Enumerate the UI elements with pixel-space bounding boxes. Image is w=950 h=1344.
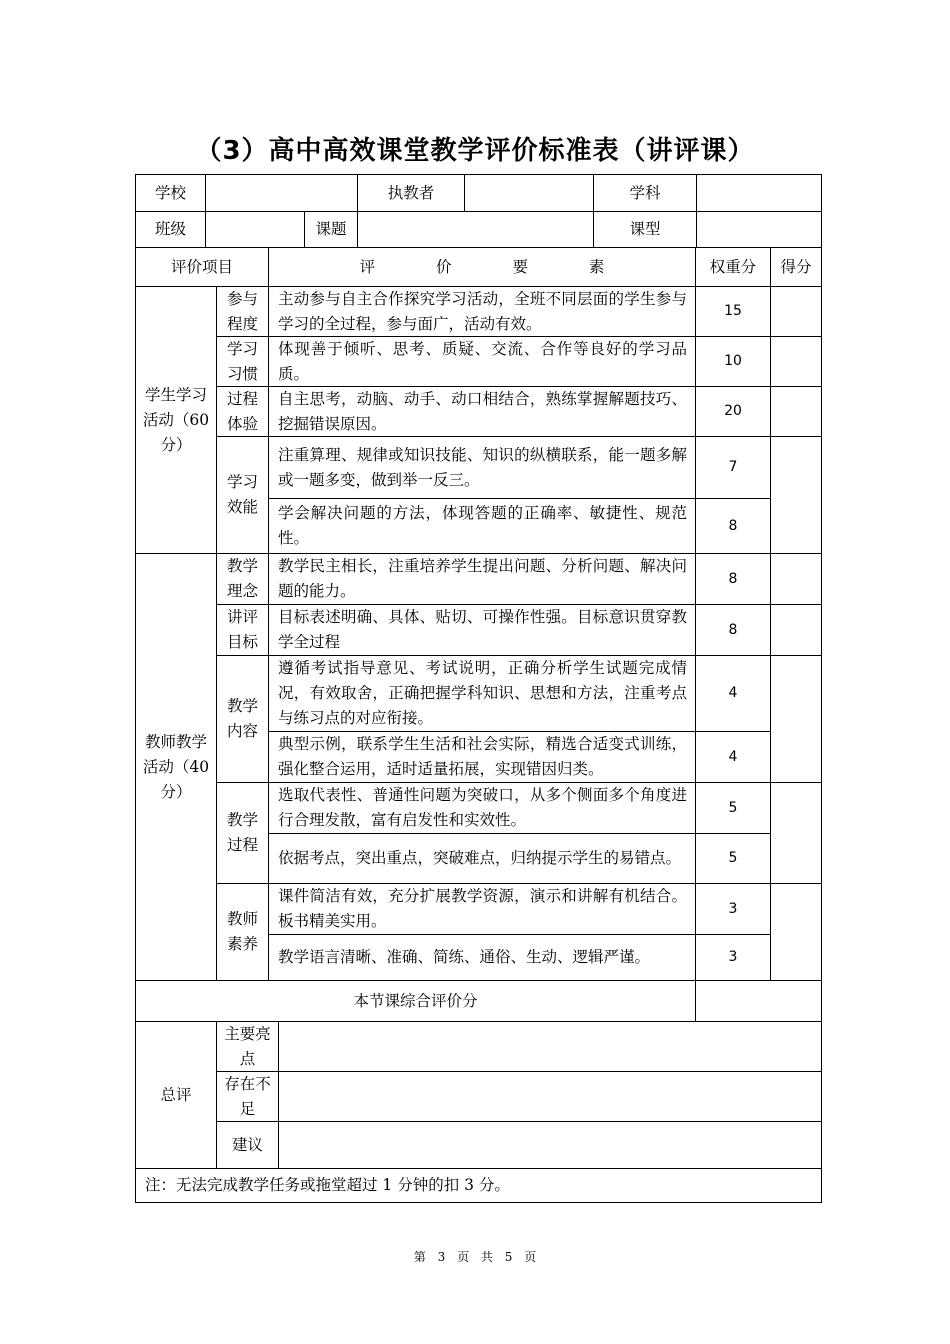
- criterion-text: 课件简洁有效，充分扩展教学资源，演示和讲解有机结合。板书精美实用。: [268, 883, 696, 935]
- composite-score-label: 本节课综合评价分: [135, 980, 696, 1022]
- subject-field[interactable]: [696, 174, 822, 212]
- school-label: 学校: [135, 174, 206, 212]
- footer-page-number: 3: [437, 1250, 446, 1264]
- weight-value: 5: [695, 782, 771, 834]
- highlights-field[interactable]: [278, 1021, 822, 1072]
- score-cell[interactable]: [770, 386, 822, 437]
- class-field[interactable]: [205, 211, 305, 248]
- executor-field[interactable]: [464, 174, 594, 212]
- score-cell[interactable]: [770, 655, 822, 783]
- sub-objectives: 讲评目标: [216, 604, 269, 656]
- suggestions-label: 建议: [216, 1121, 279, 1169]
- highlights-label: 主要亮点: [216, 1021, 279, 1072]
- weight-value: 10: [695, 336, 771, 387]
- weight-value: 8: [695, 498, 771, 554]
- page-title: （3）高中高效课堂教学评价标准表（讲评课）: [195, 136, 755, 166]
- weight-value: 5: [695, 833, 771, 884]
- col-header-score: 得分: [770, 247, 822, 287]
- shortcomings-field[interactable]: [278, 1071, 822, 1122]
- shortcomings-label: 存在不足: [216, 1071, 279, 1122]
- criterion-text: 选取代表性、普通性问题为突破口，从多个侧面多个角度进行合理发散，富有启发性和实效性。: [268, 782, 696, 834]
- criterion-text: 注重算理、规律或知识技能、知识的纵横联系，能一题多解或一题多变，做到举一反三。: [268, 436, 696, 499]
- weight-value: 4: [695, 731, 771, 783]
- weight-value: 8: [695, 604, 771, 656]
- criterion-text: 自主思考，动脑、动手、动口相结合，熟练掌握解题技巧、挖掘错误原因。: [268, 386, 696, 437]
- school-field[interactable]: [205, 174, 358, 212]
- summary-label: 总评: [135, 1021, 217, 1169]
- topic-field[interactable]: [357, 211, 594, 248]
- sub-literacy: 教师素养: [216, 883, 269, 981]
- score-cell[interactable]: [770, 782, 822, 884]
- teacher-section-label: 教师教学活动（40分）: [135, 553, 217, 981]
- weight-value: 8: [695, 553, 771, 605]
- col-header-weight: 权重分: [695, 247, 771, 287]
- weight-value: 3: [695, 883, 771, 935]
- evaluation-table: [135, 174, 822, 1203]
- page-footer: [0, 1248, 950, 1265]
- score-cell[interactable]: [770, 553, 822, 605]
- score-cell[interactable]: [770, 286, 822, 337]
- student-section-label: 学生学习活动（60分）: [135, 286, 217, 554]
- footer-mid2: 共: [480, 1250, 493, 1264]
- subject-label: 学科: [593, 174, 697, 212]
- criterion-text: 学会解决问题的方法，体现答题的正确率、敏捷性、规范性。: [268, 498, 696, 554]
- score-cell[interactable]: [770, 336, 822, 387]
- weight-value: 3: [695, 934, 771, 981]
- footer-mid1: 页: [457, 1250, 470, 1264]
- weight-value: 4: [695, 655, 771, 732]
- suggestions-field[interactable]: [278, 1121, 822, 1169]
- weight-value: 15: [695, 286, 771, 337]
- criterion-text: 体现善于倾听、思考、质疑、交流、合作等良好的学习品质。: [268, 336, 696, 387]
- sub-philosophy: 教学理念: [216, 553, 269, 605]
- footer-total-pages: 5: [504, 1250, 513, 1264]
- weight-value: 7: [695, 436, 771, 499]
- footer-prefix: 第: [413, 1250, 426, 1264]
- criterion-text: 典型示例，联系学生生活和社会实际，精选合适变式训练，强化整合运用，适时适量拓展，实现错因归类。: [268, 731, 696, 783]
- sub-content: 教学内容: [216, 655, 269, 783]
- criterion-text: 依据考点，突出重点，突破难点，归纳提示学生的易错点。: [268, 833, 696, 884]
- footer-suffix: 页: [524, 1250, 537, 1264]
- sub-participation: 参与程度: [216, 286, 269, 337]
- criterion-text: 教学民主相长，注重培养学生提出问题、分析问题、解决问题的能力。: [268, 553, 696, 605]
- note: 注：无法完成教学任务或拖堂超过 1 分钟的扣 3 分。: [135, 1168, 822, 1203]
- weight-value: 20: [695, 386, 771, 437]
- col-header-elements-text: 评 价 要 素: [359, 257, 633, 276]
- col-header-item: 评价项目: [135, 247, 269, 287]
- sub-habits: 学习习惯: [216, 336, 269, 387]
- score-cell[interactable]: [770, 436, 822, 554]
- criterion-text: 教学语言清晰、准确、简练、通俗、生动、逻辑严谨。: [268, 934, 696, 981]
- topic-label: 课题: [304, 211, 358, 248]
- type-label: 课型: [593, 211, 697, 248]
- class-label: 班级: [135, 211, 206, 248]
- col-header-elements: [268, 247, 696, 287]
- type-field[interactable]: [696, 211, 822, 248]
- executor-label: 执教者: [357, 174, 465, 212]
- score-cell[interactable]: [770, 883, 822, 981]
- sub-process: 教学过程: [216, 782, 269, 884]
- composite-score-field[interactable]: [695, 980, 822, 1022]
- score-cell[interactable]: [770, 604, 822, 656]
- criterion-text: 遵循考试指导意见、考试说明，正确分析学生试题完成情况，有效取舍，正确把握学科知识、思想和方法，注重考点与练习点的对应衔接。: [268, 655, 696, 732]
- criterion-text: 目标表述明确、具体、贴切、可操作性强。目标意识贯穿教学全过程: [268, 604, 696, 656]
- criterion-text: 主动参与自主合作探究学习活动，全班不同层面的学生参与学习的全过程，参与面广，活动有效。: [268, 286, 696, 337]
- sub-experience: 过程体验: [216, 386, 269, 437]
- sub-efficacy: 学习效能: [216, 436, 269, 554]
